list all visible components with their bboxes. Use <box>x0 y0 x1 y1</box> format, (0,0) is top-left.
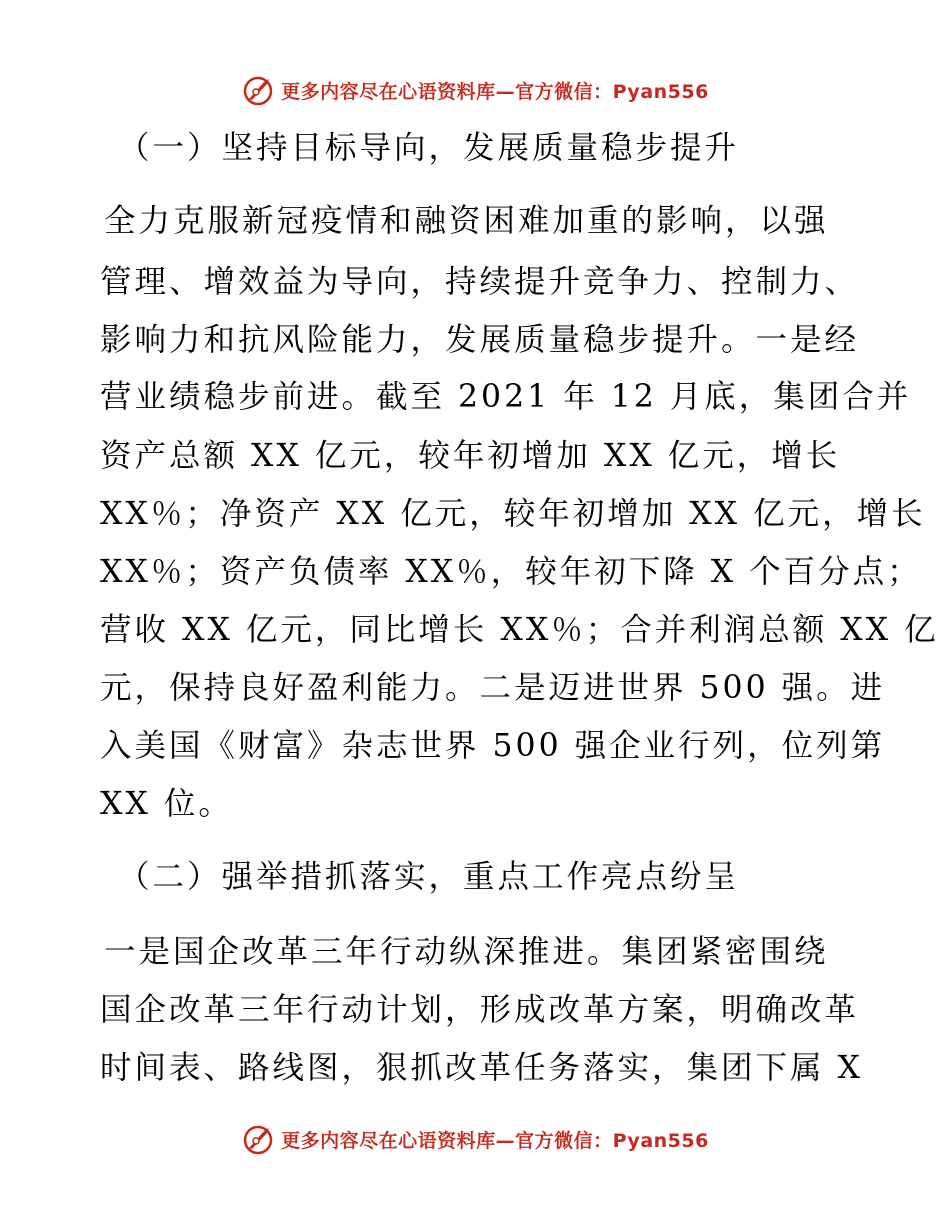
paragraph-line: 营业绩稳步前进。截至 2021 年 12 月底，集团合并 <box>100 379 912 415</box>
paragraph-line: 入美国《财富》杂志世界 500 强企业行列，位列第 <box>100 728 886 764</box>
quill-seal-icon <box>241 1122 275 1156</box>
paragraph-line: 影响力和抗风险能力，发展质量稳步提升。一是经 <box>100 322 860 358</box>
paragraph-line: 一是国企改革三年行动纵深推进。集团紧密围绕 <box>104 934 829 970</box>
paragraph-line: 时间表、路线图，狠抓改革任务落实，集团下属 X <box>100 1050 863 1086</box>
paragraph-line: XX％；资产负债率 XX％，较年初下降 X 个百分点； <box>100 554 922 590</box>
paragraph-line: 管理、增效益为导向，持续提升竞争力、控制力、 <box>100 264 860 300</box>
paragraph-line: XX 位。 <box>100 786 233 822</box>
paragraph-line: XX％；净资产 XX 亿元，较年初增加 XX 亿元，增长 <box>100 496 926 532</box>
section-heading-2: （二）强举措抓落实，重点工作亮点纷呈 <box>118 859 740 895</box>
paragraph-line: 资产总额 XX 亿元，较年初增加 XX 亿元，增长 <box>100 438 841 474</box>
watermark-text: 更多内容尽在心语资料库—官方微信：Pyan556 <box>281 1129 709 1152</box>
header-watermark-banner <box>0 72 950 108</box>
paragraph-line: 全力克服新冠疫情和融资困难加重的影响，以强 <box>104 203 829 239</box>
quill-seal-icon <box>241 73 275 107</box>
paragraph-line: 营收 XX 亿元，同比增长 XX％；合并利润总额 XX 亿 <box>100 612 939 648</box>
watermark-text: 更多内容尽在心语资料库—官方微信：Pyan556 <box>281 80 709 103</box>
footer-watermark-banner <box>0 1121 950 1157</box>
paragraph-line: 元，保持良好盈利能力。二是迈进世界 500 强。进 <box>100 670 886 706</box>
paragraph-line: 国企改革三年行动计划，形成改革方案，明确改革 <box>100 992 860 1028</box>
section-heading-1: （一）坚持目标导向，发展质量稳步提升 <box>118 130 740 166</box>
